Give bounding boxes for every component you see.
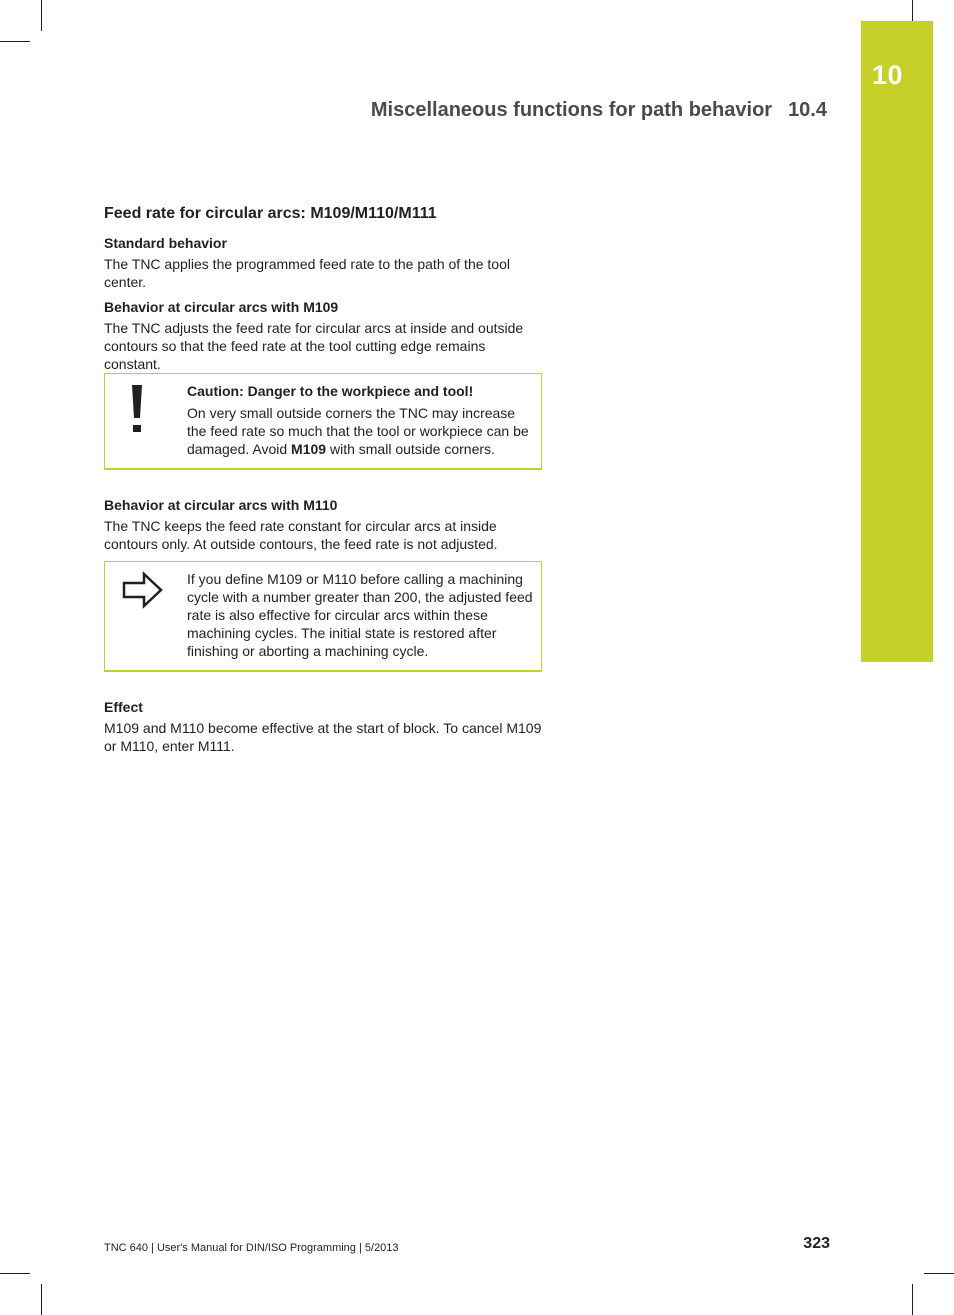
caution-code: M109 xyxy=(291,441,327,457)
caution-box xyxy=(104,373,542,470)
chapter-tab xyxy=(861,21,933,662)
chapter-number: 10 xyxy=(872,60,904,90)
crop-mark xyxy=(41,1284,42,1315)
m109-title: Behavior at circular arcs with M109 xyxy=(104,299,339,315)
exclamation-icon xyxy=(121,382,153,438)
section-title: Miscellaneous functions for path behavior xyxy=(370,99,773,121)
main-content xyxy=(104,205,544,763)
hint-box xyxy=(104,561,542,672)
m110-text: The TNC keeps the feed rate constant for circular arcs at inside contours only. At outside contours, the feed rate is not adjusted. xyxy=(104,518,498,552)
m110-title: Behavior at circular arcs with M110 xyxy=(104,497,338,513)
m109-text: The TNC adjusts the feed rate for circular arcs at inside and outside contours so that the feed rate at the tool cutting edge remains constant. xyxy=(104,320,524,372)
footer-manual: TNC 640 | User's Manual for DIN/ISO Programming | 5/2013 xyxy=(104,1242,399,1254)
crop-mark xyxy=(41,0,42,31)
crop-mark xyxy=(924,1273,954,1274)
caution-text xyxy=(187,405,529,457)
hint-text: If you define M109 or M110 before calling a machining cycle with a number greater than 200, the adjusted feed rate is also effective for circular arcs within these machining cycles. The initial state is restored after finishing or aborting a machining cycle. xyxy=(187,571,533,659)
section-number: 10.4 xyxy=(788,99,827,121)
effect-text: M109 and M110 become effective at the start of block. To cancel M109 or M110, enter M111. xyxy=(104,720,542,754)
effect-title: Effect xyxy=(104,699,143,715)
standard-behavior-text: The TNC applies the programmed feed rate to the path of the tool center. xyxy=(104,256,510,290)
crop-mark xyxy=(912,1284,913,1315)
running-header xyxy=(371,99,827,122)
page-number: 323 xyxy=(803,1235,830,1252)
arrow-right-icon xyxy=(121,570,165,614)
crop-mark xyxy=(912,0,913,21)
page-heading: Feed rate for circular arcs: M109/M110/M111 xyxy=(104,205,437,222)
crop-mark xyxy=(0,41,30,42)
caution-text-part: with small outside corners. xyxy=(326,441,495,457)
crop-mark xyxy=(0,1273,30,1274)
standard-behavior-title: Standard behavior xyxy=(104,235,227,251)
caution-text-part: On very small outside corners the TNC may increase the feed rate so much that the tool or workpiece can be damaged. Avoid xyxy=(187,405,529,457)
caution-title: Caution: Danger to the workpiece and tool! xyxy=(187,383,474,399)
